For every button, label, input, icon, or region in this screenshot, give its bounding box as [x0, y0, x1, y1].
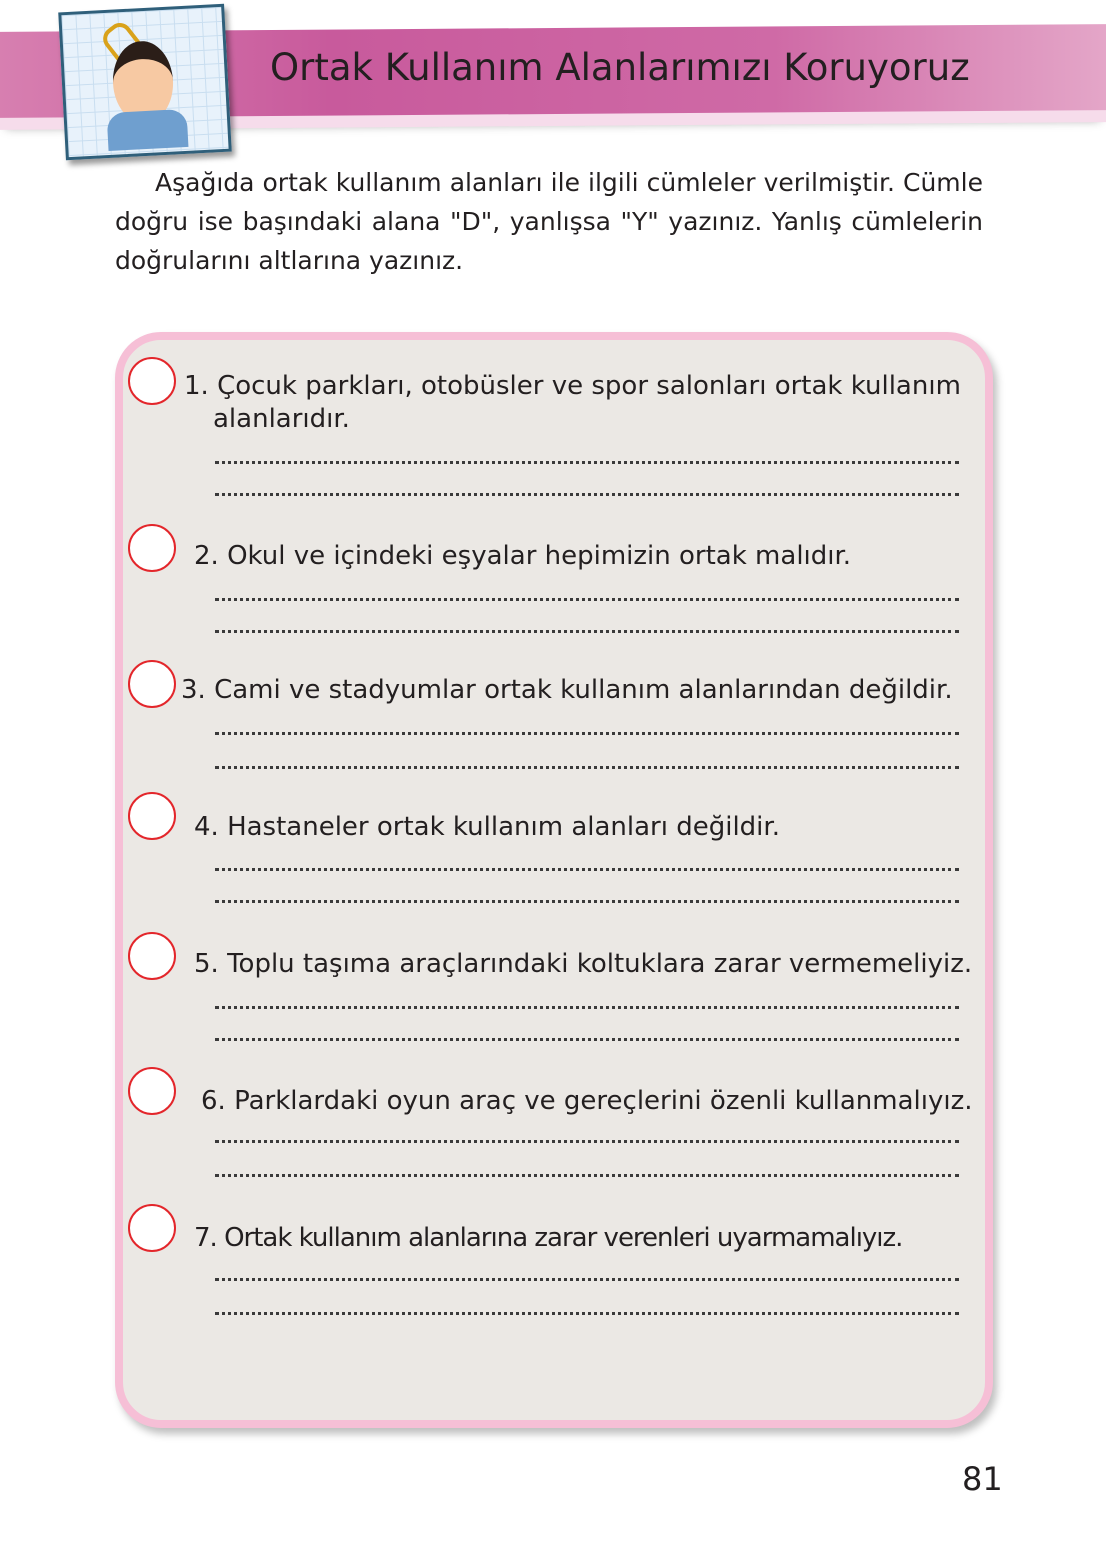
instructions: Aşağıda ortak kullanım alanları ile ilgili cümleler verilmiştir. Cümle doğru ise başındaki alana "D", yanlışsa "Y" yazınız. Yanlış cümlelerin doğrularını altlarına yazınız.: [115, 168, 983, 275]
answer-circle-2[interactable]: [128, 524, 176, 572]
answer-circle-1[interactable]: [128, 357, 176, 405]
question-text: 5. Toplu taşıma araçlarındaki koltuklara zarar vermemeliyiz.: [194, 949, 973, 979]
mascot-illustration: [58, 4, 232, 160]
answer-line[interactable]: [215, 1312, 959, 1315]
page-number: 81: [962, 1460, 1003, 1498]
answer-line[interactable]: [215, 630, 959, 633]
answer-line[interactable]: [215, 1140, 959, 1143]
exercise-box: [115, 332, 993, 1428]
answer-line[interactable]: [215, 1006, 959, 1009]
question-text: 3. Cami ve stadyumlar ortak kullanım alanlarından değildir.: [181, 675, 953, 705]
answer-line[interactable]: [215, 1174, 959, 1177]
answer-circle-6[interactable]: [128, 1067, 176, 1115]
answer-line[interactable]: [215, 461, 959, 464]
answer-circle-5[interactable]: [128, 932, 176, 980]
question-text: 2. Okul ve içindeki eşyalar hepimizin ortak malıdır.: [194, 541, 852, 571]
answer-line[interactable]: [215, 1278, 959, 1281]
answer-circle-4[interactable]: [128, 792, 176, 840]
answer-line[interactable]: [215, 493, 959, 496]
question-text: 1. Çocuk parkları, otobüsler ve spor salonları ortak kullanım: [184, 371, 961, 401]
page-title: Ortak Kullanım Alanlarımızı Koruyoruz: [270, 46, 970, 89]
answer-line[interactable]: [215, 868, 959, 871]
answer-circle-3[interactable]: [128, 660, 176, 708]
answer-line[interactable]: [215, 598, 959, 601]
question-text: 4. Hastaneler ortak kullanım alanları değildir.: [194, 812, 780, 842]
answer-line[interactable]: [215, 766, 959, 769]
boy-body: [107, 109, 189, 151]
question-text: 6. Parklardaki oyun araç ve gereçlerini özenli kullanmalıyız.: [201, 1086, 973, 1116]
answer-line[interactable]: [215, 732, 959, 735]
question-text-cont: alanlarıdır.: [213, 404, 350, 434]
answer-circle-7[interactable]: [128, 1204, 176, 1252]
question-text: 7. Ortak kullanım alanlarına zarar verenleri uyarmamalıyız.: [194, 1223, 903, 1253]
answer-line[interactable]: [215, 900, 959, 903]
answer-line[interactable]: [215, 1038, 959, 1041]
